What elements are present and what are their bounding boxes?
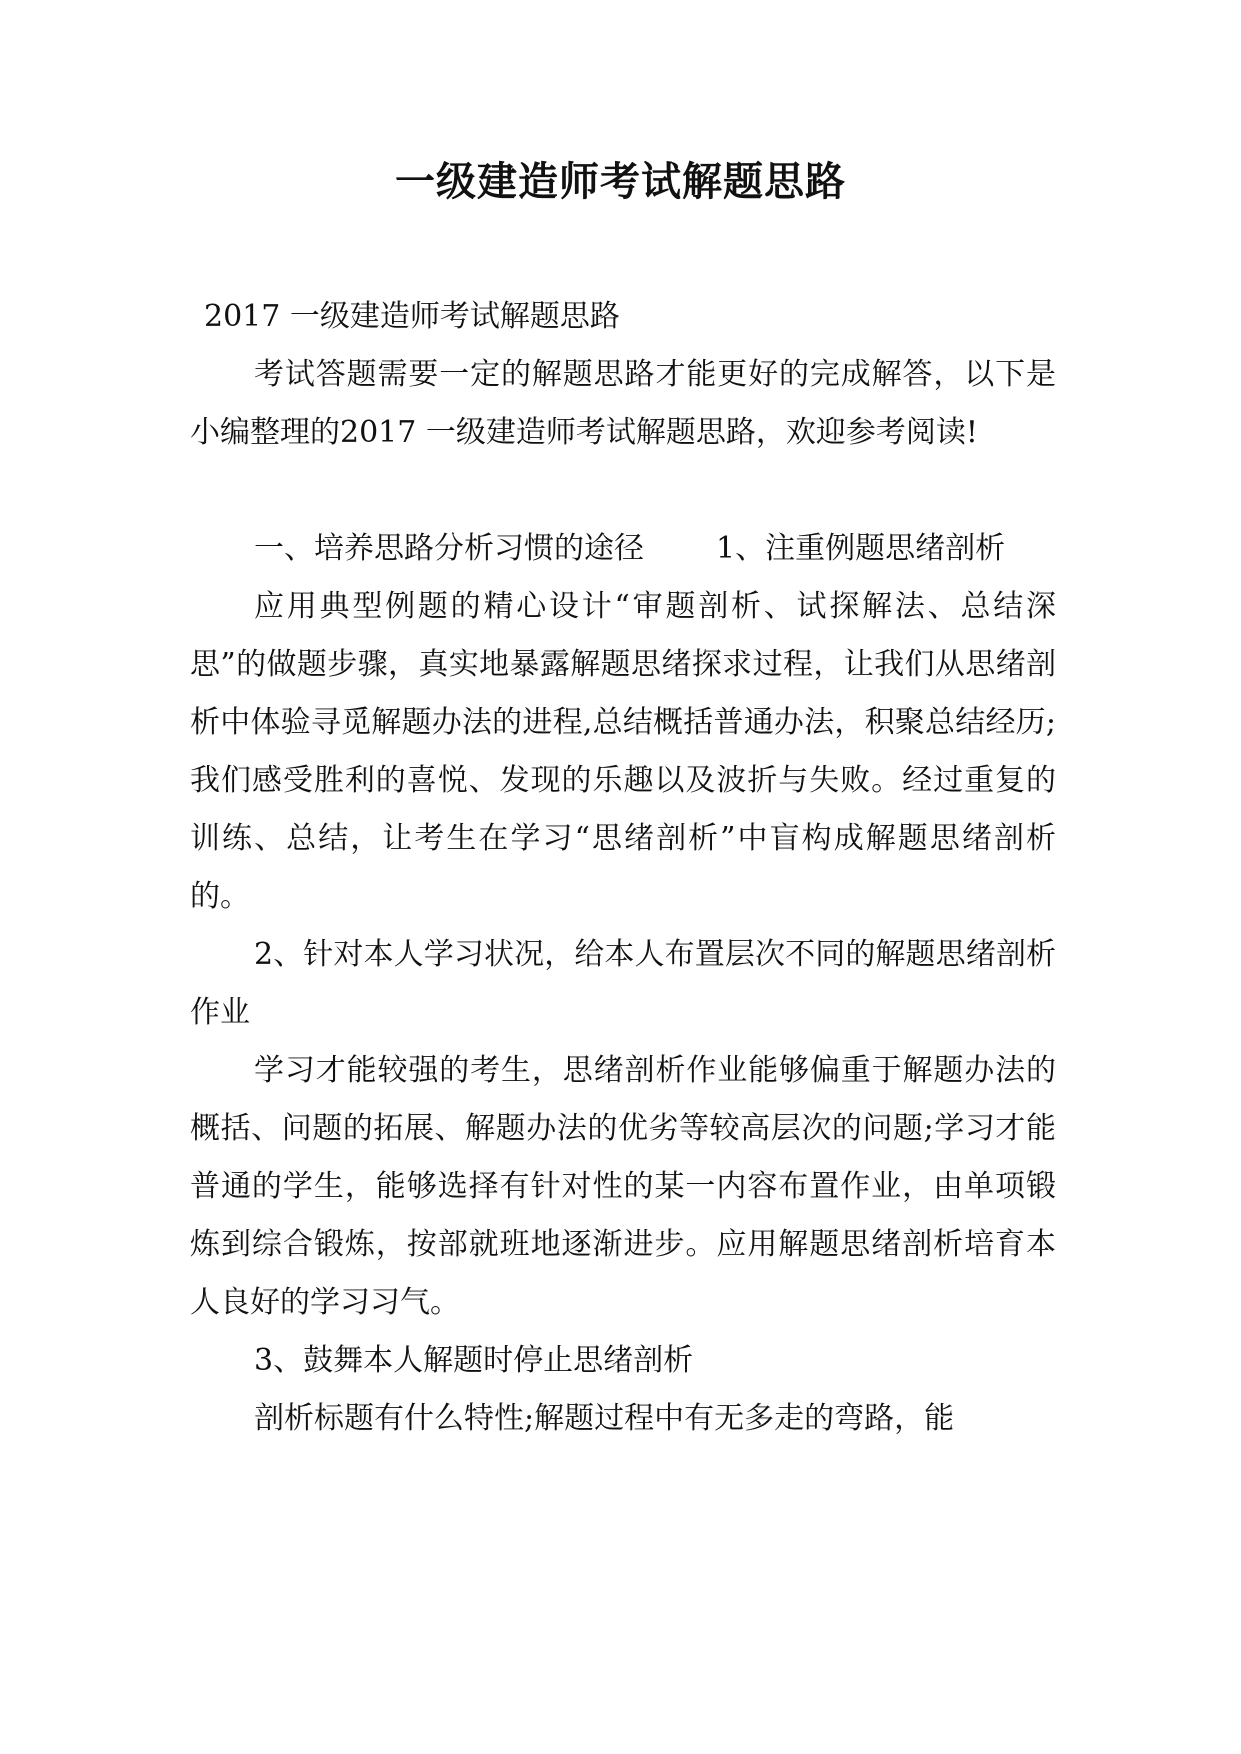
section-1-heading: 一、培养思路分析习惯的途径 <box>254 531 644 566</box>
section-1-line <box>190 520 1056 578</box>
item-3-heading: 3、鼓舞本人解题时停止思绪剖析 <box>254 1343 694 1378</box>
item-1-heading: 1、注重例题思绪剖析 <box>716 531 1006 566</box>
document-body <box>190 288 1056 1448</box>
item-3-paragraph: 剖析标题有什么特性;解题过程中有无多走的弯路，能 <box>254 1401 955 1436</box>
item-1-paragraph: 应用典型例题的精心设计“审题剖析、试探解法、总结深思”的做题步骤，真实地暴露解题思绪探求过程，让我们从思绪剖析中体验寻觅解题办法的进程,总结概括普通办法，积聚总结经历;我们感受胜利的喜悦、发现的乐趣以及波折与失败。经过重复的训练、总结，让考生在学习“思绪剖析”中盲构成解题思绪剖析的。 <box>190 589 1056 914</box>
item-2-paragraph: 学习才能较强的考生，思绪剖析作业能够偏重于解题办法的概括、问题的拓展、解题办法的优劣等较高层次的问题;学习才能普通的学生，能够选择有针对性的某一内容布置作业，由单项锻炼到综合锻炼，按部就班地逐渐进步。应用解题思绪剖析培育本人良好的学习习气。 <box>190 1053 1056 1320</box>
document-title: 一级建造师考试解题思路 <box>395 159 846 205</box>
intro-paragraph: 考试答题需要一定的解题思路才能更好的完成解答，以下是小编整理的2017 一级建造师考试解题思路，欢迎参考阅读! <box>190 357 1056 450</box>
document-subtitle: 2017 一级建造师考试解题思路 <box>204 299 620 334</box>
item-2-heading: 2、针对本人学习状况，给本人布置层次不同的解题思绪剖析作业 <box>190 937 1056 1030</box>
